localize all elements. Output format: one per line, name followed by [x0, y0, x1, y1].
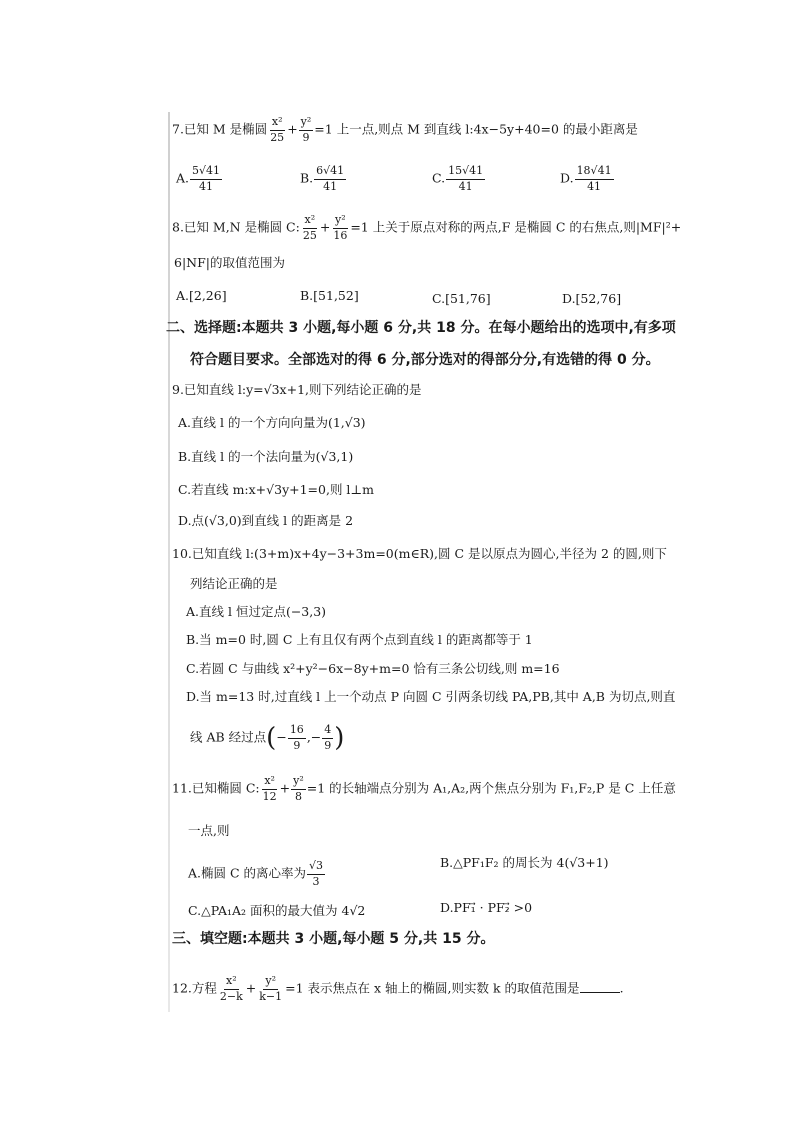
q8-stem	[172, 214, 681, 242]
q12-prefix: 12.方程	[172, 980, 217, 996]
q11-plus: +	[279, 780, 291, 796]
q10-stem-line2: 列结论正确的是	[190, 576, 278, 591]
q8-plus: +	[319, 219, 331, 235]
section2-heading-line1: 二、选择题:本题共 3 小题,每小题 6 分,共 18 分。在每小题给出的选项中,有多项	[166, 320, 676, 336]
q11-stem-line2: 一点,则	[188, 823, 230, 838]
q9-option-c: C.若直线 m:x+√3y+1=0,则 l⊥m	[178, 482, 375, 497]
q7-suffix: =1 上一点,则点 M 到直线 l:4x−5y+40=0 的最小距离是	[314, 121, 638, 137]
q11-prefix: 11.已知椭圆 C:	[172, 780, 260, 796]
scan-edge	[168, 112, 170, 1012]
q12-end: .	[619, 980, 624, 996]
q7-option-d: D. $\frac{18√41}{41}$	[560, 164, 612, 193]
q9-option-d: D.点(√3,0)到直线 l 的距离是 2	[178, 513, 354, 528]
q10-d-sign2: −	[310, 729, 322, 745]
q10-option-d-line2	[190, 724, 344, 752]
q10-stem-line1: 10.已知直线 l:(3+m)x+4y−3+3m=0(m∈R),圆 C 是以原点为圆心,半径为 2 的圆,则下	[172, 546, 667, 561]
q11-option-d: D.PF₁⃗ · PF₂⃗ >0	[440, 900, 533, 915]
section3-heading: 三、填空题:本题共 3 小题,每小题 5 分,共 15 分。	[172, 931, 495, 947]
q12-plus: +	[245, 980, 257, 996]
q11-a-frac: $\frac{√3}{3}$	[309, 859, 324, 888]
section2-heading-line2: 符合题目要求。全部选对的得 6 分,部分选对的得部分分,有选错的得 0 分。	[190, 352, 660, 368]
q11-frac-y: $\frac{\text{y²}}{8}$	[293, 774, 304, 803]
q11-suffix: =1 的长轴端点分别为 A₁,A₂,两个焦点分别为 F₁,F₂,P 是 C 上任意	[306, 780, 676, 796]
q10-d-rparen: )	[334, 723, 345, 754]
q10-d-frac1: $\frac{16}{9}$	[289, 723, 304, 752]
q8-suffix: =1 上关于原点对称的两点,F 是椭圆 C 的右焦点,则|MF|²+	[350, 219, 682, 235]
q12-stem	[172, 975, 624, 1003]
q11-option-c: C.△PA₁A₂ 面积的最大值为 4√2	[188, 903, 366, 918]
q11-option-b: B.△PF₁F₂ 的周长为 4(√3+1)	[440, 855, 609, 870]
q12-frac-x: $\frac{\text{x²}}{2-k}$	[219, 974, 243, 1003]
q7-frac-x: $\frac{\text{x²}}{25}$	[270, 115, 285, 144]
q8-prefix: 8.已知 M,N 是椭圆 C:	[172, 219, 300, 235]
q7-option-b: B. $\frac{6√41}{41}$	[300, 164, 345, 193]
q10-option-c: C.若圆 C 与曲线 x²+y²−6x−8y+m=0 恰有三条公切线,则 m=16	[186, 661, 560, 676]
q10-option-d: D.当 m=13 时,过直线 l 上一个动点 P 向圆 C 引两条切线 PA,PB,其中 A,B 为切点,则直	[186, 689, 676, 704]
q11-stem	[172, 775, 676, 803]
q12-answer-blank[interactable]	[580, 982, 620, 993]
q8-option-d: D.[52,76]	[562, 291, 622, 306]
q10-d-frac2: $\frac{4}{9}$	[324, 723, 332, 752]
q7-plus: +	[287, 121, 298, 137]
q8-option-b: B.[51,52]	[300, 288, 359, 303]
q7-option-a: A. $\frac{5√41}{41}$	[176, 164, 221, 193]
q12-frac-y: $\frac{\text{y²}}{k-1}$	[259, 974, 283, 1003]
q7-frac-y: $\frac{\text{y²}}{9}$	[300, 115, 312, 144]
q7-option-c: C. $\frac{15√41}{41}$	[432, 164, 484, 193]
q9-option-b: B.直线 l 的一个法向量为(√3,1)	[178, 449, 354, 464]
q8-frac-y: $\frac{\text{y²}}{16}$	[333, 213, 348, 242]
q10-option-a: A.直线 l 恒过定点(−3,3)	[186, 604, 327, 619]
q7-stem	[172, 116, 638, 144]
q8-option-c: C.[51,76]	[432, 291, 491, 306]
q8-option-a: A.[2,26]	[176, 288, 227, 303]
q12-suffix: =1 表示焦点在 x 轴上的椭圆,则实数 k 的取值范围是	[285, 980, 580, 996]
q10-d-sign1: −	[276, 729, 287, 745]
q10-d-prefix: 线 AB 经过点	[190, 729, 267, 745]
q10-option-b: B.当 m=0 时,圆 C 上有且仅有两个点到直线 l 的距离都等于 1	[186, 632, 533, 647]
q7-prefix: 7.已知 M 是椭圆	[172, 121, 268, 137]
q10-d-comma: ,	[306, 729, 311, 745]
q9-option-a: A.直线 l 的一个方向向量为(1,√3)	[178, 415, 366, 430]
q11-frac-x: $\frac{\text{x²}}{12}$	[262, 774, 277, 803]
q8-frac-x: $\frac{\text{x²}}{25}$	[302, 213, 317, 242]
q8-stem-line2: 6|NF|的取值范围为	[174, 255, 285, 270]
q11-a-prefix: A.椭圆 C 的离心率为	[188, 865, 307, 881]
q11-option-a	[188, 860, 326, 888]
q10-d-lparen: (	[266, 723, 277, 754]
q9-stem: 9.已知直线 l:y=√3x+1,则下列结论正确的是	[172, 382, 422, 397]
